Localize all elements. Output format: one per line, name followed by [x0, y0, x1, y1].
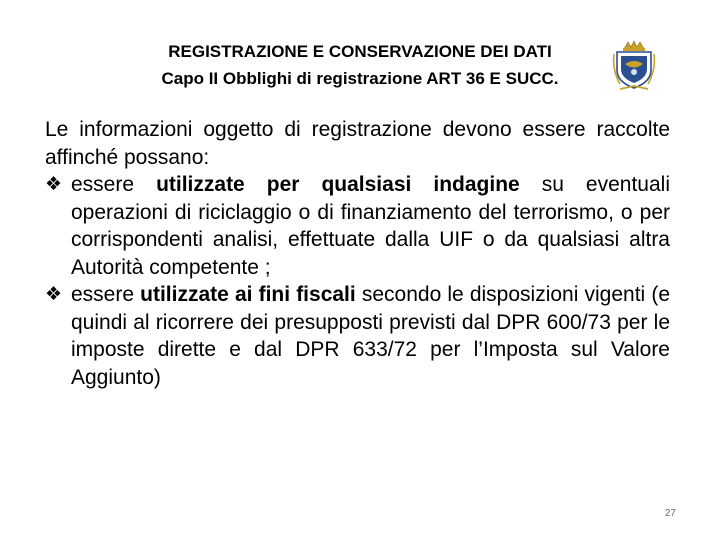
bullet-text: su eventuali operazioni di riciclaggio o di finanziamento del terrorismo, o per corrispondenti analisi, effettuate dalla UIF o da qualsiasi altra Autorità competente ; — [71, 173, 670, 279]
intro-text: Le informazioni oggetto di registrazione devono essere raccolte affinché possano: — [45, 118, 670, 169]
diamond-bullet-icon: ❖ — [45, 284, 63, 305]
slide-title: REGISTRAZIONE E CONSERVAZIONE DEI DATI — [168, 42, 552, 61]
slide-header — [80, 38, 640, 92]
bullet-item — [45, 171, 670, 281]
slide-subtitle: Capo II Obblighi di registrazione ART 36 E SUCC. — [161, 69, 559, 88]
slide-body — [45, 116, 670, 391]
bullet-prefix: essere — [71, 283, 141, 306]
bullet-prefix: essere — [71, 173, 157, 196]
diamond-bullet-icon: ❖ — [45, 174, 63, 195]
bullet-bold-text: utilizzate per qualsiasi indagine — [156, 173, 520, 196]
guardia-di-finanza-crest-icon — [612, 40, 656, 92]
bullet-item — [45, 281, 670, 391]
bullet-text: secondo le disposizioni vigenti (e quindi al ricorrere dei presupposti previsti dal DPR 600/73 per le imposte dirette e dal DPR 633/72 per l’Imposta sul Valore Aggiunto) — [71, 283, 670, 389]
bullet-bold-text: utilizzate ai fini fiscali — [140, 283, 356, 306]
page-number: 27 — [664, 508, 676, 519]
